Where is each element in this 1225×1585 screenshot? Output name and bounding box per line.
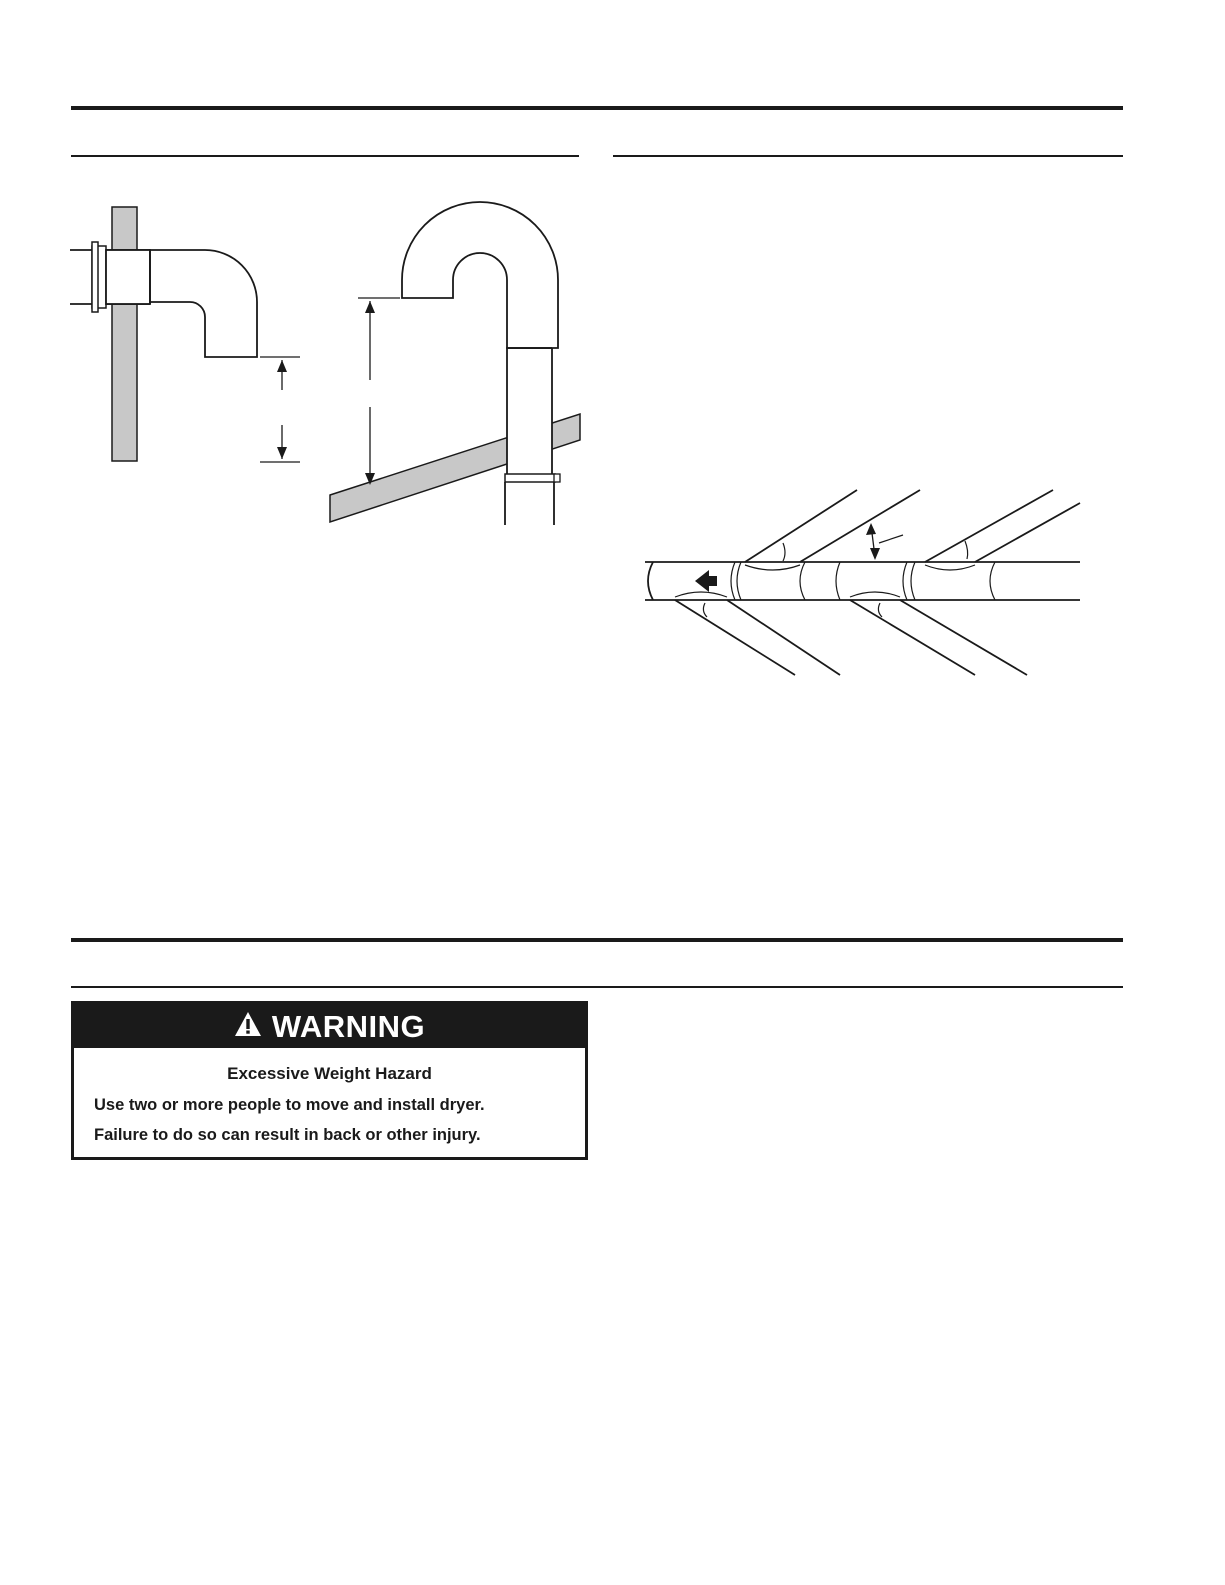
warning-header — [74, 1004, 585, 1048]
section-rule-top — [71, 106, 1123, 110]
wall-hood-elbow-illustration — [60, 200, 310, 475]
warning-triangle-icon — [234, 1011, 262, 1042]
multiple-exhaust-manifold-illustration — [635, 485, 1090, 680]
column-rule-left — [71, 155, 579, 157]
warning-consequence: Failure to do so can result in back or other injury. — [94, 1126, 481, 1144]
roof-vent-illustration — [325, 200, 585, 530]
hazard-title: Excessive Weight Hazard — [227, 1064, 432, 1083]
warning-instruction: Use two or more people to move and install dryer. — [94, 1096, 485, 1114]
warning-box — [71, 1001, 588, 1160]
section-rule-bottom — [71, 938, 1123, 942]
subsection-rule-bottom — [71, 986, 1123, 988]
warning-title: WARNING — [271, 1008, 426, 1044]
column-rule-right — [613, 155, 1123, 157]
warning-body — [74, 1048, 585, 1145]
